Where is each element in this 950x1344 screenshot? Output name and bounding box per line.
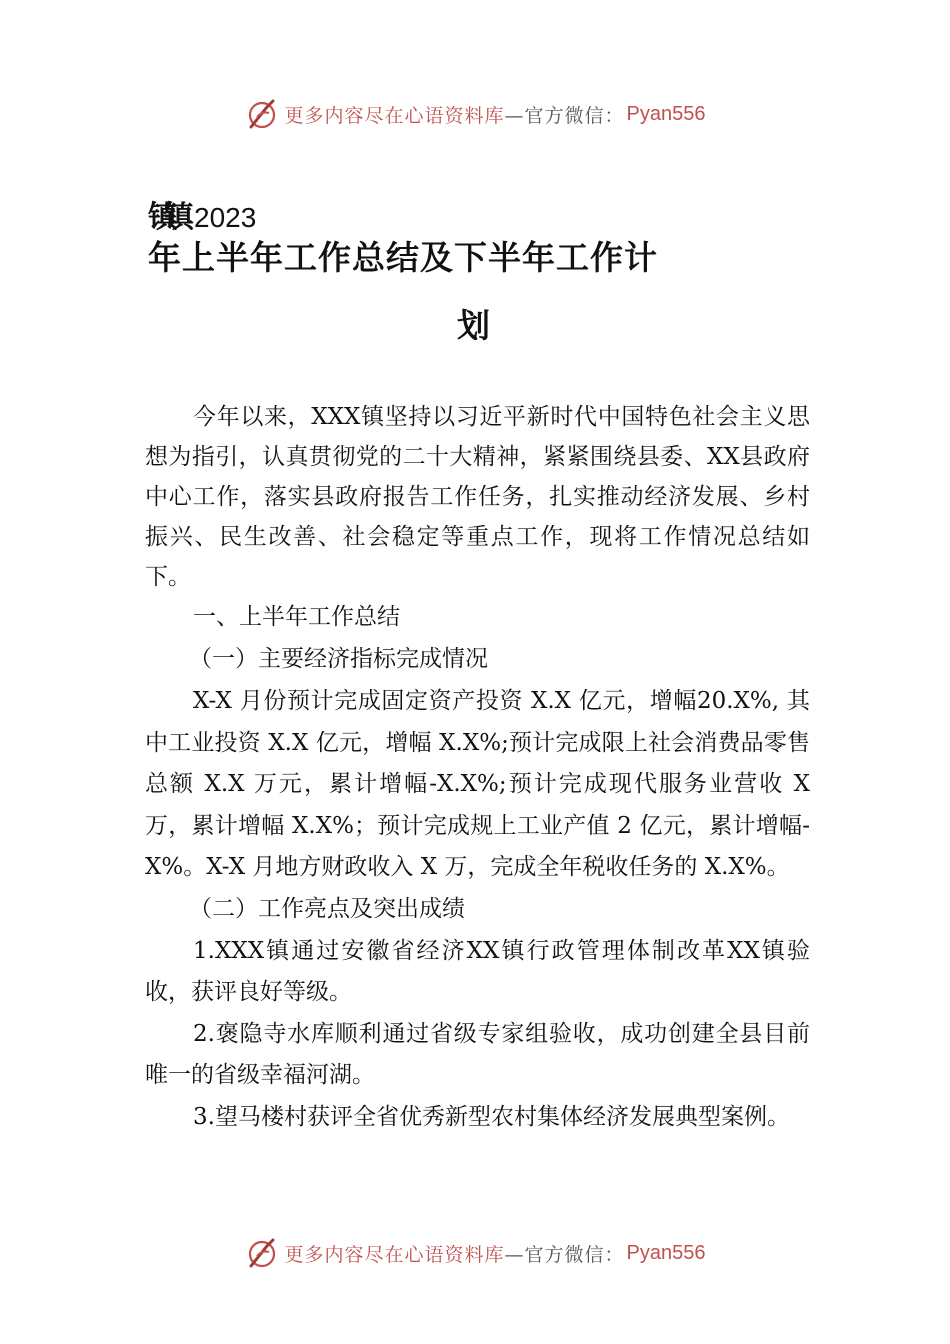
section-heading-1: 一、上半年工作总结 bbox=[193, 604, 400, 630]
subsection-heading-1: （一）主要经济指标完成情况 bbox=[189, 646, 488, 672]
watermark-header bbox=[0, 94, 950, 134]
brush-seal-icon bbox=[245, 1236, 279, 1270]
watermark-wechat-id: Pyan556 bbox=[626, 1241, 706, 1264]
list-item: 2.褒隐寺水库顺利通过省级专家组验收，成功创建全县目前唯一的省级幸福河湖。 bbox=[145, 1020, 810, 1088]
title-line-1: 年上半年工作总结及下半年工作计 bbox=[148, 238, 658, 277]
watermark-footer bbox=[0, 1233, 950, 1273]
brush-seal-icon bbox=[245, 97, 279, 131]
title-prefix: 镇镇 2023 bbox=[148, 200, 257, 235]
economic-paragraph: X-X 月份预计完成固定资产投资 X.X 亿元，增幅20.X%, 其中工业投资 X.X 亿元，增幅 X.X%;预计完成限上社会消费品零售总额 X.X 万元，累计增幅-X.X%;预计完成现代服务业营收 X 万，累计增幅 X.X%；预计完成规上工业产值 2 亿元，累计增幅-X%。X-X 月地方财政收入 X 万，完成全年税收任务的 X.X%。 bbox=[145, 688, 810, 880]
list-item: 1.XXX镇通过安徽省经济XX镇行政管理体制改革XX镇验收，获评良好等级。 bbox=[145, 937, 810, 1005]
intro-paragraph: 今年以来，XXX镇坚持以习近平新时代中国特色社会主义思想为指引，认真贯彻党的二十大精神，紧紧围绕县委、XX县政府中心工作，落实县政府报告工作任务，扎实推动经济发展、乡村振兴、民生改善、社会稳定等重点工作，现将工作情况总结如下。 bbox=[145, 404, 810, 590]
document-body bbox=[145, 397, 810, 1138]
watermark-text: 更多内容尽在心语资料库 bbox=[284, 1243, 505, 1266]
title-year: 2023 bbox=[194, 202, 257, 233]
subsection-heading-2: （二）工作亮点及突出成绩 bbox=[189, 895, 465, 922]
title-line-2: 划 bbox=[457, 306, 490, 345]
watermark-wechat-label: —官方微信： bbox=[504, 1243, 625, 1266]
watermark-wechat-label: —官方微信： bbox=[504, 104, 625, 127]
watermark-wechat-id: Pyan556 bbox=[626, 102, 706, 125]
watermark-text: 更多内容尽在心语资料库 bbox=[284, 104, 505, 127]
list-item: 3.望马楼村获评全省优秀新型农村集体经济发展典型案例。 bbox=[193, 1103, 790, 1130]
